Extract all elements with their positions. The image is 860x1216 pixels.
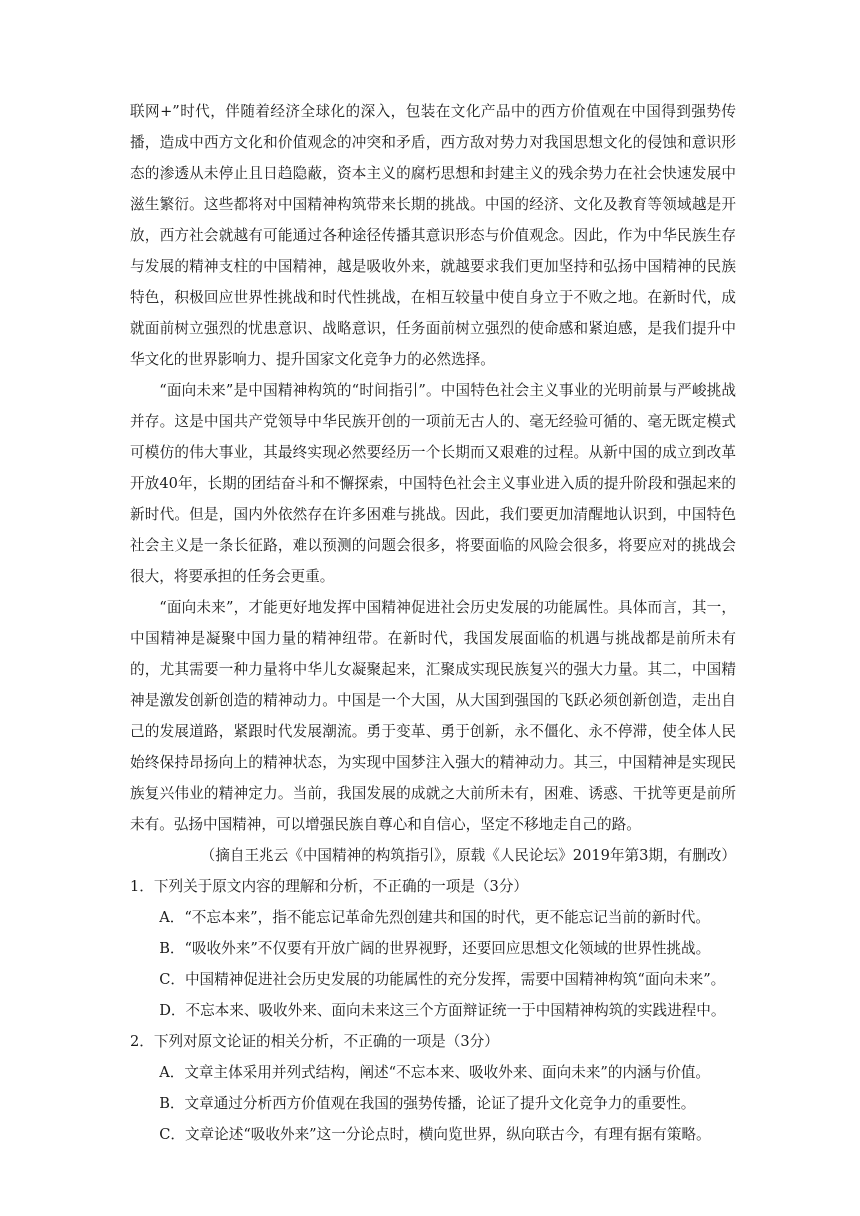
option-a: A．文章主体采用并列式结构，阐述“不忘本来、吸收外来、面向未来”的内涵与价值。	[159, 1064, 711, 1081]
exam-page	[130, 96, 736, 1150]
question-stem: 1．下列关于原文内容的理解和分析，不正确的一项是（3分）	[130, 878, 529, 895]
option-b: B．“吸收外来”不仅要有开放广阔的世界视野，还要回应思想文化领域的世界性挑战。	[159, 940, 711, 957]
question-2	[130, 1026, 736, 1150]
question-stem: 2．下列对原文论证的相关分析，不正确的一项是（3分）	[130, 1033, 499, 1050]
question-1	[130, 871, 736, 1026]
article-source: （摘自王兆云《中国精神的构筑指引》，原载《人民论坛》2019年第3期，有删改）	[200, 847, 736, 864]
article-paragraph-continued: 联网+”时代，伴随着经济全球化的深入，包装在文化产品中的西方价值观在中国得到强势传播，造成中西方文化和价值观念的冲突和矛盾，西方敌对势力对我国思想文化的侵蚀和意识形态的渗透从未停止且日趋隐蔽，资本主义的腐朽思想和封建主义的残余势力在社会快速发展中滋生繁衍。这些都将对中国精神构筑带来长期的挑战。中国的经济、文化及教育等领域越是开放，西方社会就越有可能通过各种途径传播其意识形态与价值观念。因此，作为中华民族生存与发展的精神支柱的中国精神，越是吸收外来，就越要求我们更加坚持和弘扬中国精神的民族特色，积极回应世界性挑战和时代性挑战，在相互较量中使自身立于不败之地。在新时代，成就面前树立强烈的忧患意识、战略意识，任务面前树立强烈的使命感和紧迫感，是我们提升中华文化的世界影响力、提升国家文化竞争力的必然选择。	[130, 103, 736, 368]
article-paragraph-facing-future: “面向未来”是中国精神构筑的“时间指引”。中国特色社会主义事业的光明前景与严峻挑战并存。这是中国共产党领导中华民族开创的一项前无古人的、毫无经验可循的、毫无既定模式可模仿的伟大事业，其最终实现必然要经历一个长期而又艰难的过程。从新中国的成立到改革开放40年，长期的团结奋斗和不懈探索，中国特色社会主义事业进入质的提升阶段和强起来的新时代。但是，国内外依然存在许多困难与挑战。因此，我们要更加清醒地认识到，中国特色社会主义是一条长征路，难以预测的问题会很多，将要面临的风险会很多，将要应对的挑战会很大，将要承担的任务会更重。	[130, 382, 736, 585]
option-b: B．文章通过分析西方价值观在我国的强势传播，论证了提升文化竞争力的重要性。	[159, 1095, 696, 1112]
option-c: C．文章论述“吸收外来”这一分论点时，横向览世界，纵向联古今，有理有据有策略。	[159, 1126, 711, 1143]
option-c: C．中国精神促进社会历史发展的功能属性的充分发挥，需要中国精神构筑“面向未来”。	[159, 971, 726, 988]
option-a: A．“不忘本来”，指不能忘记革命先烈创建共和国的时代，更不能忘记当前的新时代。	[159, 909, 711, 926]
article-paragraph-function: “面向未来”，才能更好地发挥中国精神促进社会历史发展的功能属性。具体而言，其一，中国精神是凝聚中国力量的精神纽带。在新时代，我国发展面临的机遇与挑战都是前所未有的，尤其需要一种力量将中华儿女凝聚起来，汇聚成实现民族复兴的强大力量。其二，中国精神是激发创新创造的精神动力。中国是一个大国，从大国到强国的飞跃必须创新创造，走出自己的发展道路，紧跟时代发展潮流。勇于变革、勇于创新，永不僵化、永不停滞，使全体人民始终保持昂扬向上的精神状态，为实现中国梦注入强大的精神动力。其三，中国精神是实现民族复兴伟业的精神定力。当前，我国发展的成就之大前所未有，困难、诱惑、干扰等更是前所未有。弘扬中国精神，可以增强民族自尊心和自信心，坚定不移地走自己的路。	[130, 599, 736, 833]
option-d: D．不忘本来、吸收外来、面向未来这三个方面辩证统一于中国精神构筑的实践进程中。	[159, 1002, 726, 1019]
